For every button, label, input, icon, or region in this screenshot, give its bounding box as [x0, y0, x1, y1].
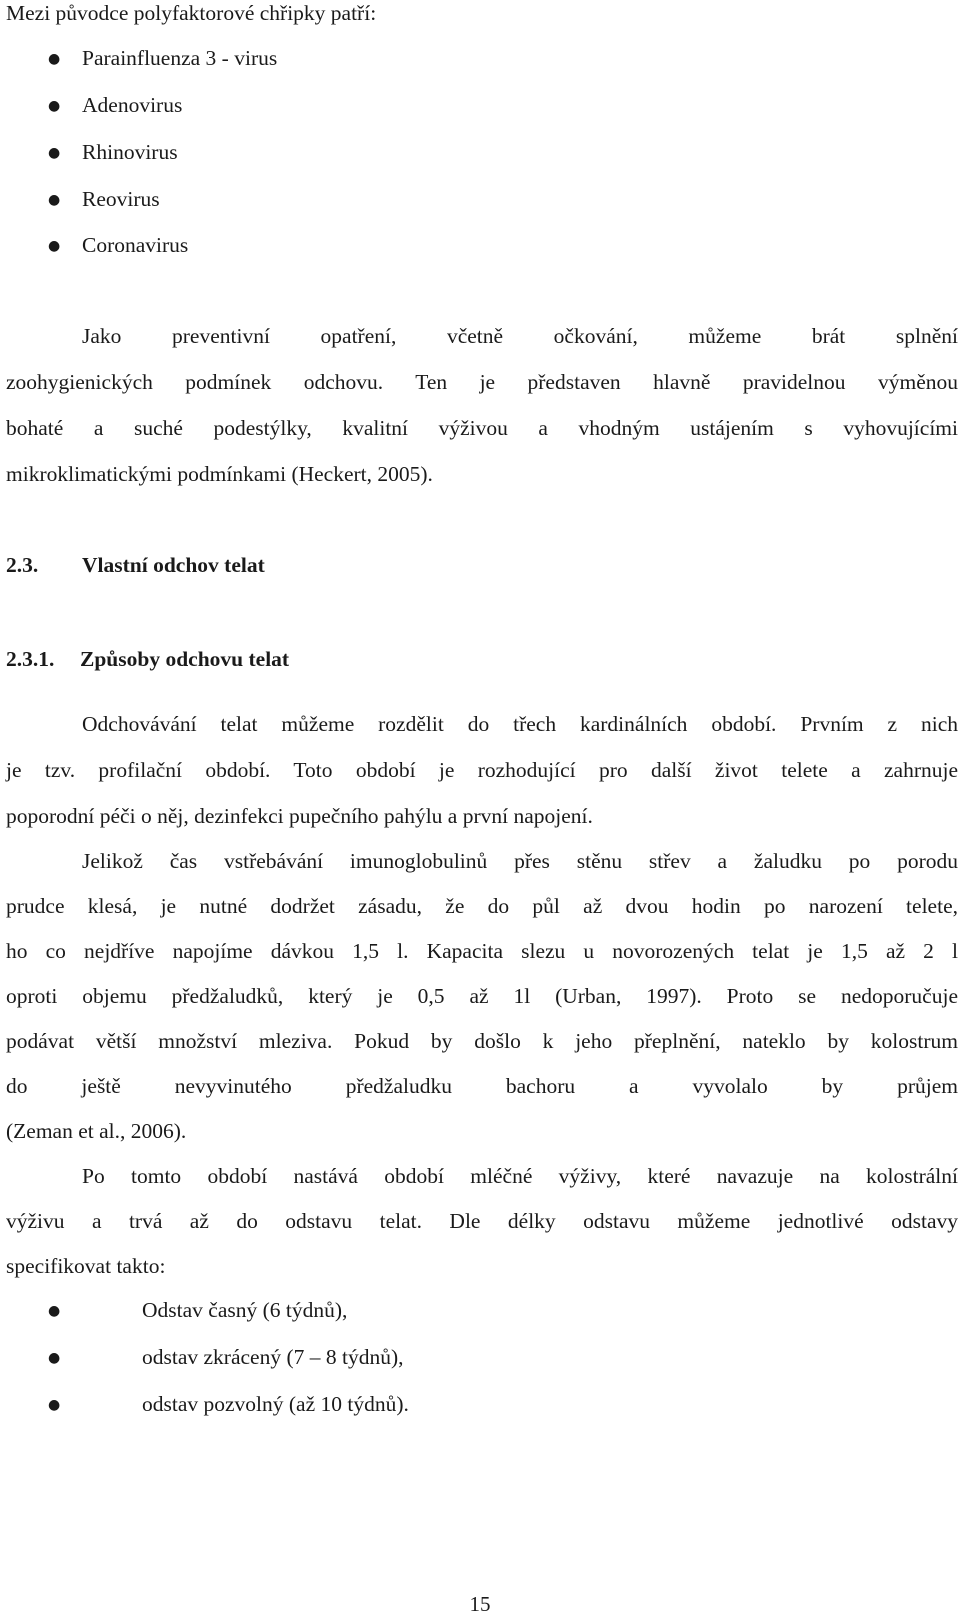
page-number: 15 [469, 1592, 491, 1616]
virus-item: Parainfluenza 3 - virus [82, 46, 278, 70]
paragraph-line: (Zeman et al., 2006). [6, 1119, 187, 1143]
paragraph-line: do ještě nevyvinutého předžaludku bachoru a vyvolalo by průjem [6, 1074, 958, 1098]
virus-item: Rhinovirus [82, 140, 178, 164]
weaning-item: Odstav časný (6 týdnů), [142, 1298, 348, 1322]
paragraph-line: bohaté a suché podestýlky, kvalitní výživou a vhodným ustájením s vyhovujícími [6, 416, 958, 440]
paragraph-line: Po tomto období nastává období mléčné výživy, které navazuje na kolostrální [82, 1164, 958, 1188]
paragraph-line: Jako preventivní opatření, včetně očkování, můžeme brát splnění [82, 324, 958, 348]
bullet-icon: ● [48, 1397, 61, 1413]
paragraph-line: mikroklimatickými podmínkami (Heckert, 2005). [6, 462, 433, 486]
bullet-icon: ● [48, 1303, 61, 1319]
paragraph-line: zoohygienických podmínek odchovu. Ten je představen hlavně pravidelnou výměnou [6, 370, 958, 394]
paragraph-line: výživu a trvá až do odstavu telat. Dle délky odstavu můžeme jednotlivé odstavy [6, 1209, 958, 1233]
intro-text: Mezi původce polyfaktorové chřipky patří: [6, 1, 377, 25]
paragraph-line: ho co nejdříve napojíme dávkou 1,5 l. Kapacita slezu u novorozených telat je 1,5 až 2 l [6, 939, 958, 963]
bullet-icon: ● [48, 192, 61, 208]
paragraph-line: je tzv. profilační období. Toto období je rozhodující pro další život telete a zahrnuje [6, 758, 958, 782]
weaning-item: odstav pozvolný (až 10 týdnů). [142, 1392, 409, 1416]
paragraph-line: specifikovat takto: [6, 1254, 166, 1278]
paragraph-line: Odchovávání telat můžeme rozdělit do třech kardinálních období. Prvním z nich [82, 712, 958, 736]
virus-item: Adenovirus [82, 93, 183, 117]
subsection-number: 2.3.1. [6, 647, 55, 671]
paragraph-line: prudce klesá, je nutné dodržet zásadu, že do půl až dvou hodin po narození telete, [6, 894, 958, 918]
bullet-icon: ● [48, 1350, 61, 1366]
paragraph-line: Jelikož čas vstřebávání imunoglobulinů přes stěnu střev a žaludku po porodu [82, 849, 958, 873]
paragraph-line: podávat větší množství mleziva. Pokud by došlo k jeho přeplnění, nateklo by kolostrum [6, 1029, 958, 1053]
bullet-icon: ● [48, 51, 61, 67]
bullet-icon: ● [48, 238, 61, 254]
paragraph-line: poporodní péči o něj, dezinfekci pupečního pahýlu a první napojení. [6, 804, 593, 828]
bullet-icon: ● [48, 145, 61, 161]
weaning-item: odstav zkrácený (7 – 8 týdnů), [142, 1345, 404, 1369]
subsection-title: Způsoby odchovu telat [80, 647, 290, 671]
bullet-icon: ● [48, 98, 61, 114]
section-number: 2.3. [6, 553, 39, 577]
section-title: Vlastní odchov telat [82, 553, 265, 577]
virus-item: Reovirus [82, 187, 160, 211]
virus-item: Coronavirus [82, 233, 189, 257]
paragraph-line: oproti objemu předžaludků, který je 0,5 až 1l (Urban, 1997). Proto se nedoporučuje [6, 984, 958, 1008]
